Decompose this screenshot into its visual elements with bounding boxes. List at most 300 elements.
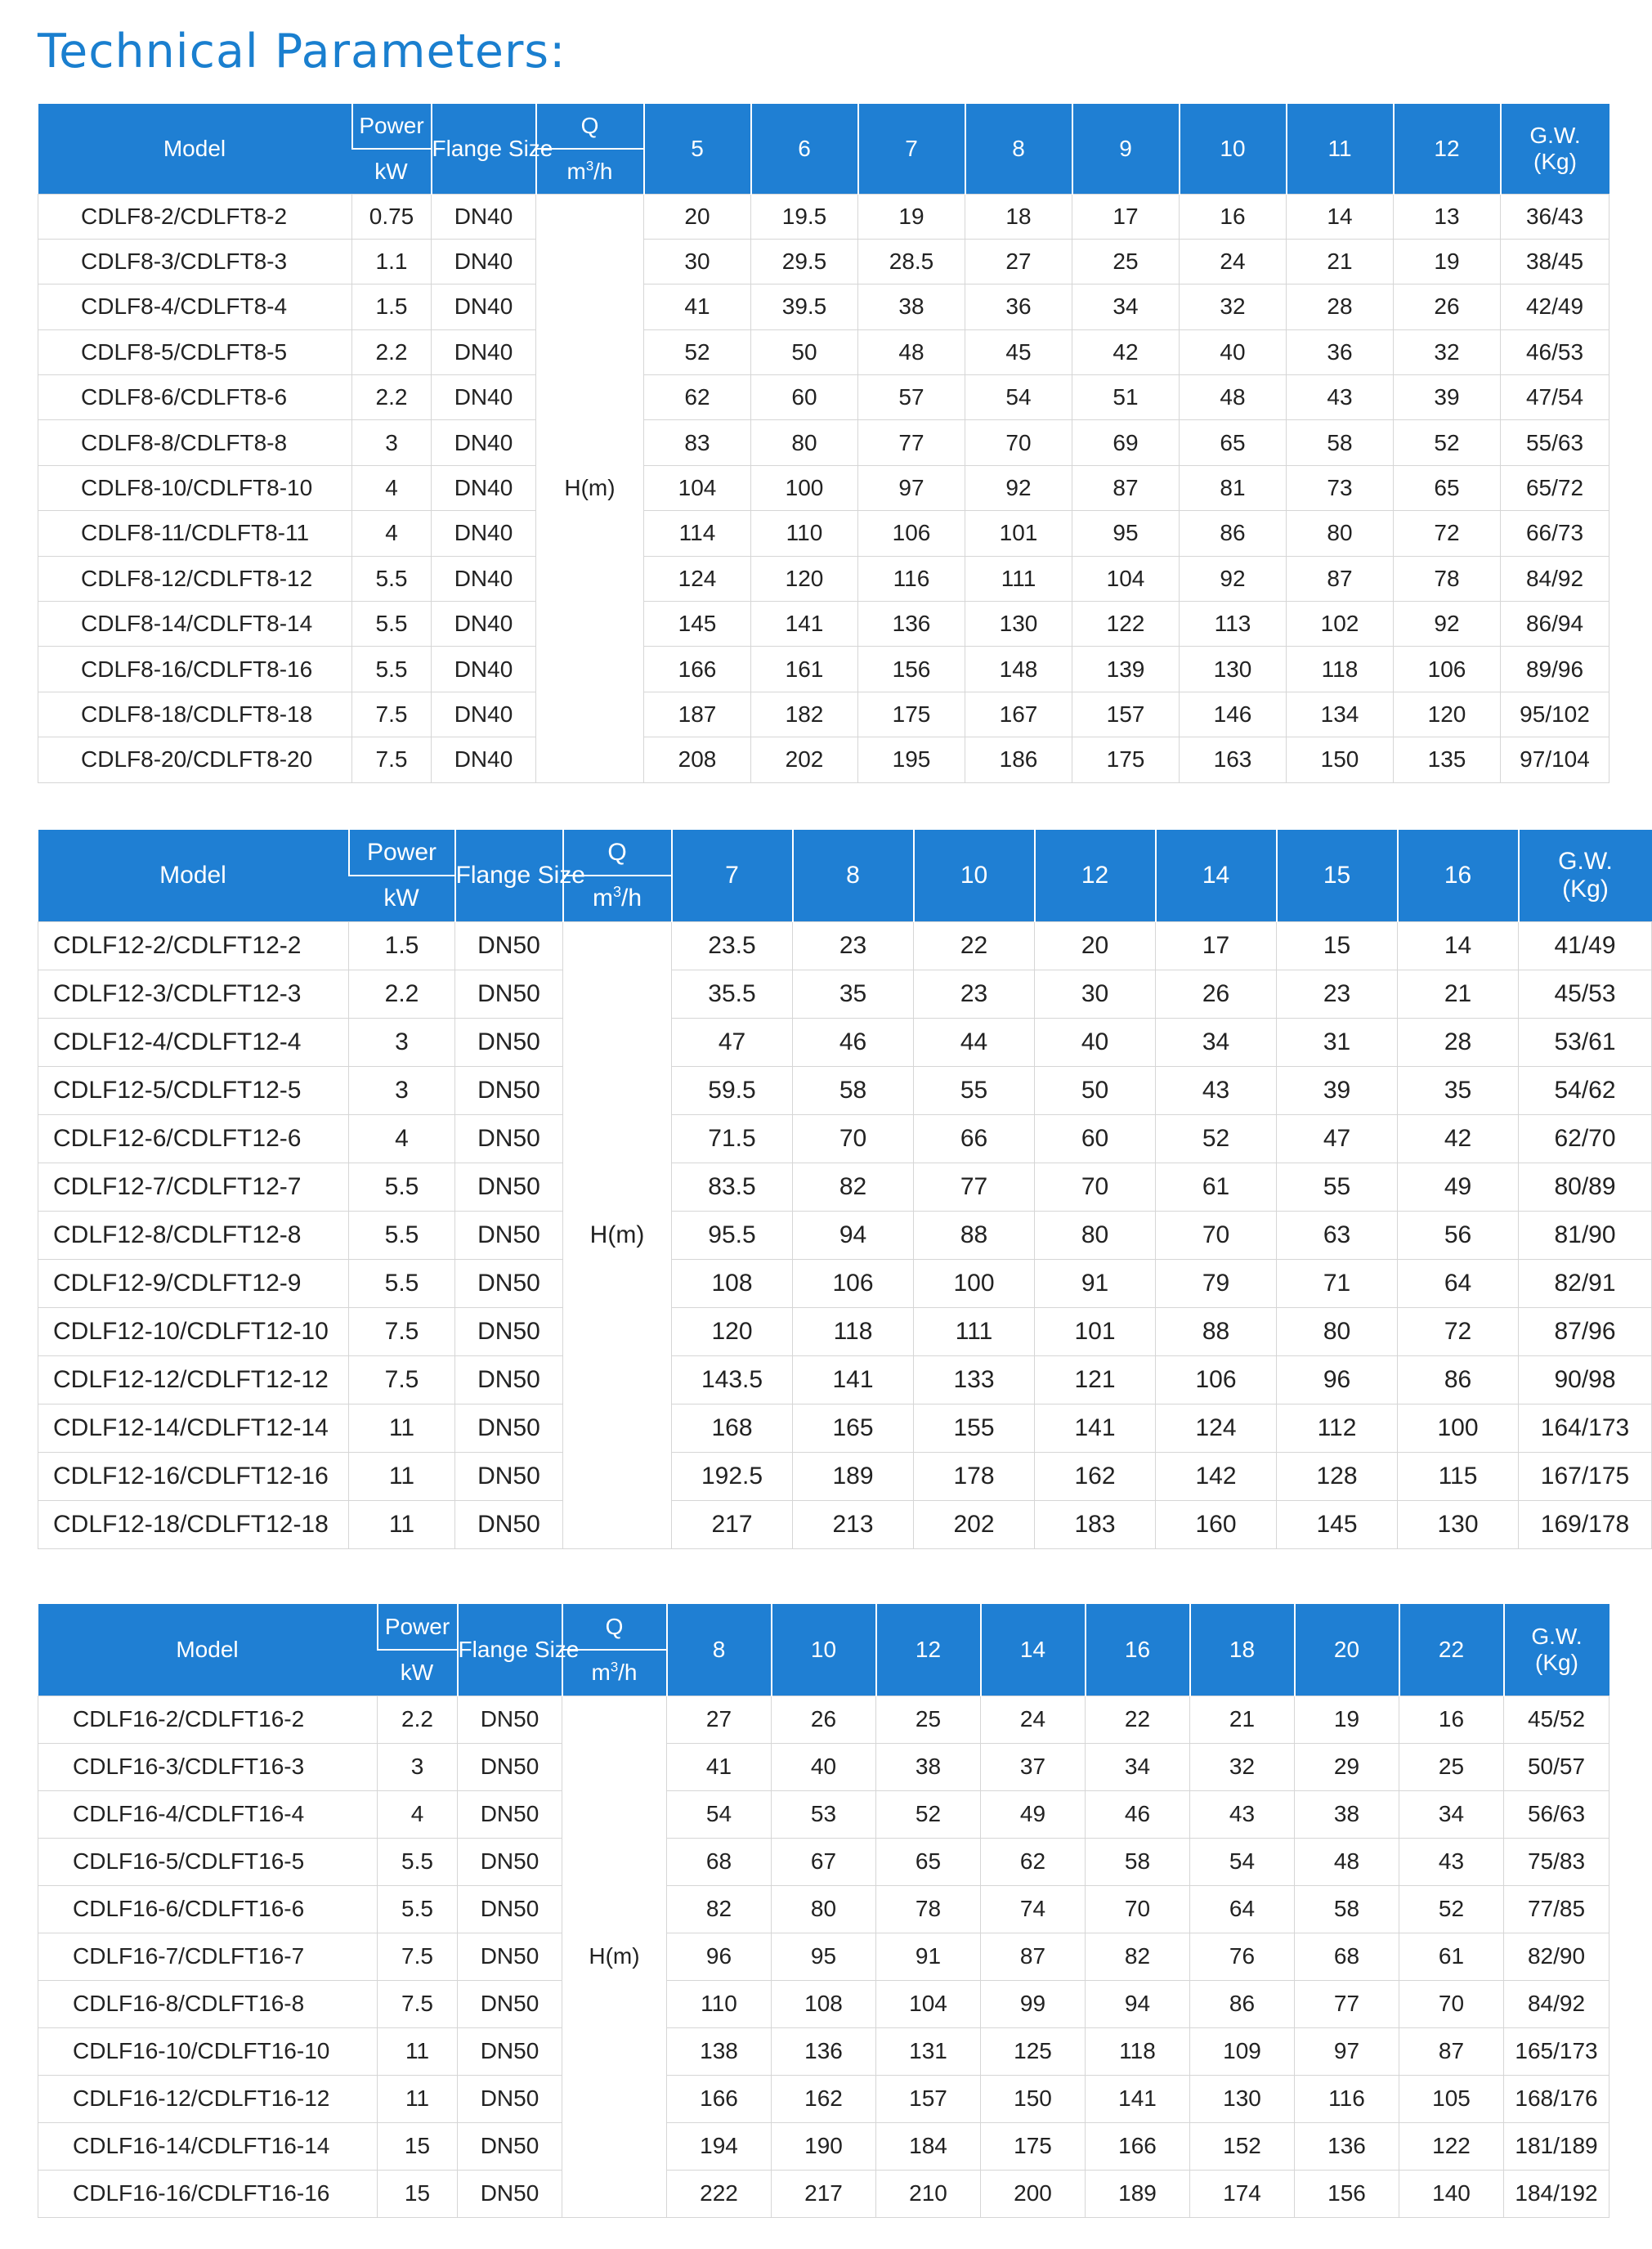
power-cell: 3	[349, 1018, 455, 1066]
head-cell: 148	[965, 647, 1072, 692]
gw-cell: 42/49	[1501, 284, 1609, 329]
head-cell: 25	[876, 1696, 981, 1743]
head-cell: 118	[1287, 647, 1394, 692]
head-cell: 135	[1394, 737, 1501, 782]
table-row	[38, 1452, 1652, 1500]
model-cell: CDLF12-5/CDLFT12-5	[38, 1066, 349, 1114]
head-cell: 86	[1190, 1980, 1295, 2027]
header-q-unit: $m^3/h$	[562, 1650, 667, 1696]
head-cell: 122	[1399, 2122, 1504, 2170]
flange-cell: DN50	[458, 2075, 562, 2122]
head-cell: 138	[667, 2027, 772, 2075]
gw-cell: 66/73	[1501, 511, 1609, 556]
header-flow: 7	[672, 830, 793, 921]
model-cell: CDLF16-8/CDLFT16-8	[38, 1980, 378, 2027]
table-row	[38, 2027, 1609, 2075]
flange-cell: DN40	[432, 647, 536, 692]
head-cell: 165	[793, 1404, 914, 1452]
head-cell: 49	[981, 1790, 1086, 1838]
head-cell: 13	[1394, 194, 1501, 239]
power-cell: 11	[378, 2075, 458, 2122]
power-cell: 5.5	[352, 647, 432, 692]
model-cell: CDLF12-18/CDLFT12-18	[38, 1500, 349, 1548]
head-cell: 48	[1180, 375, 1287, 420]
head-cell: 24	[981, 1696, 1086, 1743]
model-cell: CDLF8-2/CDLFT8-2	[38, 194, 352, 239]
gw-cell: 45/53	[1519, 970, 1652, 1018]
gw-cell: 165/173	[1504, 2027, 1609, 2075]
header-flow: 8	[965, 104, 1072, 194]
table-row	[38, 1933, 1609, 1980]
head-cell: 80	[1287, 511, 1394, 556]
model-cell: CDLF8-10/CDLFT8-10	[38, 465, 352, 510]
head-cell: 40	[772, 1743, 876, 1790]
model-cell: CDLF16-14/CDLFT16-14	[38, 2122, 378, 2170]
header-flow: 7	[858, 104, 965, 194]
model-cell: CDLF8-18/CDLFT8-18	[38, 692, 352, 737]
head-cell: 187	[644, 692, 751, 737]
head-cell: 120	[672, 1307, 793, 1355]
head-cell: 91	[1035, 1259, 1156, 1307]
flange-cell: DN50	[458, 1696, 562, 1743]
head-cell: 34	[1072, 284, 1180, 329]
flange-cell: DN40	[432, 375, 536, 420]
head-cell: 146	[1180, 692, 1287, 737]
head-cell: 38	[858, 284, 965, 329]
flange-cell: DN40	[432, 556, 536, 601]
head-cell: 96	[667, 1933, 772, 1980]
head-cell: 131	[876, 2027, 981, 2075]
head-cell: 82	[1086, 1933, 1190, 1980]
model-cell: CDLF8-4/CDLFT8-4	[38, 284, 352, 329]
flange-cell: DN50	[455, 1404, 563, 1452]
gw-cell: 47/54	[1501, 375, 1609, 420]
model-cell: CDLF16-3/CDLFT16-3	[38, 1743, 378, 1790]
head-cell: 184	[876, 2122, 981, 2170]
head-cell: 134	[1287, 692, 1394, 737]
model-cell: CDLF12-8/CDLFT12-8	[38, 1211, 349, 1259]
head-cell: 80	[751, 420, 858, 465]
table-row	[38, 465, 1609, 510]
head-cell: 40	[1035, 1018, 1156, 1066]
head-cell: 35.5	[672, 970, 793, 1018]
head-cell: 150	[1287, 737, 1394, 782]
gw-cell: 41/49	[1519, 921, 1652, 970]
header-flow: 10	[1180, 104, 1287, 194]
gw-cell: 75/83	[1504, 1838, 1609, 1885]
table-row	[38, 420, 1609, 465]
table-row	[38, 921, 1652, 970]
model-cell: CDLF8-12/CDLFT8-12	[38, 556, 352, 601]
head-cell: 130	[1180, 647, 1287, 692]
head-cell: 34	[1086, 1743, 1190, 1790]
head-cell: 19	[1295, 1696, 1399, 1743]
gw-cell: 36/43	[1501, 194, 1609, 239]
head-cell: 37	[981, 1743, 1086, 1790]
flange-cell: DN50	[455, 1066, 563, 1114]
model-cell: CDLF16-5/CDLFT16-5	[38, 1838, 378, 1885]
power-cell: 11	[378, 2027, 458, 2075]
head-cell: 161	[751, 647, 858, 692]
head-cell: 43	[1287, 375, 1394, 420]
table-row	[38, 1885, 1609, 1933]
head-cell: 210	[876, 2170, 981, 2217]
head-cell: 68	[1295, 1933, 1399, 1980]
head-cell: 100	[914, 1259, 1035, 1307]
model-cell: CDLF8-5/CDLFT8-5	[38, 329, 352, 374]
flange-cell: DN50	[455, 1452, 563, 1500]
spec-table-cdlf16	[38, 1604, 1609, 2218]
table-row	[38, 1404, 1652, 1452]
head-cell: 80	[1277, 1307, 1398, 1355]
head-cell: 141	[793, 1355, 914, 1404]
head-cell: 86	[1180, 511, 1287, 556]
power-cell: 5.5	[349, 1259, 455, 1307]
head-cell: 111	[965, 556, 1072, 601]
model-cell: CDLF16-2/CDLFT16-2	[38, 1696, 378, 1743]
head-cell: 88	[1156, 1307, 1277, 1355]
head-cell: 194	[667, 2122, 772, 2170]
head-label-cell: H(m)	[563, 921, 672, 1548]
head-cell: 35	[793, 970, 914, 1018]
model-cell: CDLF16-10/CDLFT16-10	[38, 2027, 378, 2075]
header-flow: 20	[1295, 1604, 1399, 1696]
head-cell: 102	[1287, 602, 1394, 647]
header-flow: 8	[793, 830, 914, 921]
head-cell: 20	[644, 194, 751, 239]
flange-cell: DN50	[455, 921, 563, 970]
head-cell: 52	[644, 329, 751, 374]
head-cell: 54	[1190, 1838, 1295, 1885]
head-cell: 87	[1072, 465, 1180, 510]
gw-cell: 87/96	[1519, 1307, 1652, 1355]
model-cell: CDLF8-20/CDLFT8-20	[38, 737, 352, 782]
head-cell: 115	[1398, 1452, 1519, 1500]
table-row	[38, 1838, 1609, 1885]
table-row	[38, 1696, 1609, 1743]
header-q: Q	[536, 104, 644, 149]
gw-cell: 53/61	[1519, 1018, 1652, 1066]
table-row	[38, 1790, 1609, 1838]
head-cell: 113	[1180, 602, 1287, 647]
head-cell: 125	[981, 2027, 1086, 2075]
head-cell: 27	[667, 1696, 772, 1743]
power-cell: 3	[349, 1066, 455, 1114]
model-cell: CDLF12-12/CDLFT12-12	[38, 1355, 349, 1404]
head-cell: 95.5	[672, 1211, 793, 1259]
head-cell: 28	[1287, 284, 1394, 329]
head-cell: 71.5	[672, 1114, 793, 1163]
flange-cell: DN50	[458, 2122, 562, 2170]
head-cell: 27	[965, 239, 1072, 284]
flange-cell: DN50	[455, 1355, 563, 1404]
head-cell: 77	[858, 420, 965, 465]
head-cell: 28	[1398, 1018, 1519, 1066]
head-cell: 70	[1399, 1980, 1504, 2027]
head-cell: 92	[1394, 602, 1501, 647]
head-cell: 20	[1035, 921, 1156, 970]
header-flange: Flange Size	[455, 830, 563, 921]
table-row	[38, 1355, 1652, 1404]
head-cell: 14	[1398, 921, 1519, 970]
head-cell: 63	[1277, 1211, 1398, 1259]
head-cell: 108	[772, 1980, 876, 2027]
head-cell: 21	[1287, 239, 1394, 284]
flange-cell: DN40	[432, 329, 536, 374]
head-cell: 145	[1277, 1500, 1398, 1548]
flange-cell: DN50	[455, 1163, 563, 1211]
head-cell: 106	[858, 511, 965, 556]
flange-cell: DN50	[458, 2170, 562, 2217]
power-cell: 7.5	[378, 1980, 458, 2027]
head-cell: 116	[1295, 2075, 1399, 2122]
head-cell: 52	[1399, 1885, 1504, 1933]
power-cell: 5.5	[352, 556, 432, 601]
head-cell: 156	[1295, 2170, 1399, 2217]
head-cell: 106	[1394, 647, 1501, 692]
head-cell: 168	[672, 1404, 793, 1452]
head-cell: 38	[876, 1743, 981, 1790]
head-cell: 66	[914, 1114, 1035, 1163]
head-cell: 106	[793, 1259, 914, 1307]
model-cell: CDLF16-16/CDLFT16-16	[38, 2170, 378, 2217]
gw-cell: 184/192	[1504, 2170, 1609, 2217]
model-cell: CDLF16-4/CDLFT16-4	[38, 1790, 378, 1838]
head-cell: 30	[644, 239, 751, 284]
head-cell: 190	[772, 2122, 876, 2170]
power-cell: 11	[349, 1452, 455, 1500]
head-cell: 15	[1277, 921, 1398, 970]
head-cell: 141	[751, 602, 858, 647]
head-cell: 49	[1398, 1163, 1519, 1211]
head-cell: 41	[644, 284, 751, 329]
head-cell: 120	[751, 556, 858, 601]
gw-cell: 82/91	[1519, 1259, 1652, 1307]
head-cell: 124	[1156, 1404, 1277, 1452]
head-cell: 104	[644, 465, 751, 510]
model-cell: CDLF12-14/CDLFT12-14	[38, 1404, 349, 1452]
head-cell: 34	[1399, 1790, 1504, 1838]
flange-cell: DN50	[455, 1259, 563, 1307]
model-cell: CDLF16-12/CDLFT16-12	[38, 2075, 378, 2122]
head-cell: 139	[1072, 647, 1180, 692]
power-cell: 7.5	[352, 737, 432, 782]
model-cell: CDLF8-8/CDLFT8-8	[38, 420, 352, 465]
table-row	[38, 647, 1609, 692]
head-cell: 16	[1399, 1696, 1504, 1743]
head-cell: 118	[793, 1307, 914, 1355]
gw-cell: 45/52	[1504, 1696, 1609, 1743]
head-cell: 29	[1295, 1743, 1399, 1790]
head-cell: 43	[1399, 1838, 1504, 1885]
head-cell: 17	[1072, 194, 1180, 239]
head-cell: 78	[1394, 556, 1501, 601]
head-cell: 68	[667, 1838, 772, 1885]
head-cell: 189	[793, 1452, 914, 1500]
head-cell: 23	[793, 921, 914, 970]
head-cell: 55	[1277, 1163, 1398, 1211]
header-power: Power	[378, 1604, 458, 1650]
head-cell: 22	[1086, 1696, 1190, 1743]
gw-cell: 167/175	[1519, 1452, 1652, 1500]
head-cell: 166	[1086, 2122, 1190, 2170]
head-cell: 106	[1156, 1355, 1277, 1404]
head-cell: 118	[1086, 2027, 1190, 2075]
flange-cell: DN50	[455, 1307, 563, 1355]
head-cell: 36	[1287, 329, 1394, 374]
table-row	[38, 737, 1609, 782]
head-cell: 59.5	[672, 1066, 793, 1114]
head-cell: 99	[981, 1980, 1086, 2027]
header-flow: 12	[876, 1604, 981, 1696]
head-cell: 17	[1156, 921, 1277, 970]
head-cell: 39	[1394, 375, 1501, 420]
head-cell: 23	[914, 970, 1035, 1018]
head-cell: 69	[1072, 420, 1180, 465]
head-cell: 157	[1072, 692, 1180, 737]
head-cell: 76	[1190, 1933, 1295, 1980]
header-q: Q	[563, 830, 672, 876]
head-cell: 97	[858, 465, 965, 510]
head-cell: 133	[914, 1355, 1035, 1404]
header-power-unit: kW	[378, 1650, 458, 1696]
head-cell: 130	[1190, 2075, 1295, 2122]
head-label-cell: H(m)	[562, 1696, 667, 2217]
head-cell: 95	[1072, 511, 1180, 556]
gw-cell: 50/57	[1504, 1743, 1609, 1790]
table-row	[38, 2170, 1609, 2217]
header-model: Model	[38, 1604, 378, 1696]
head-cell: 202	[751, 737, 858, 782]
head-cell: 156	[858, 647, 965, 692]
head-cell: 109	[1190, 2027, 1295, 2075]
power-cell: 3	[378, 1743, 458, 1790]
table-row	[38, 1743, 1609, 1790]
head-cell: 77	[914, 1163, 1035, 1211]
table-row	[38, 602, 1609, 647]
head-cell: 26	[1156, 970, 1277, 1018]
head-cell: 83.5	[672, 1163, 793, 1211]
head-cell: 122	[1072, 602, 1180, 647]
header-power-unit: kW	[349, 876, 455, 921]
header-model: Model	[38, 830, 349, 921]
head-cell: 32	[1190, 1743, 1295, 1790]
power-cell: 4	[378, 1790, 458, 1838]
head-cell: 79	[1156, 1259, 1277, 1307]
head-cell: 50	[1035, 1066, 1156, 1114]
head-cell: 26	[772, 1696, 876, 1743]
head-cell: 130	[965, 602, 1072, 647]
gw-cell: 81/90	[1519, 1211, 1652, 1259]
power-cell: 4	[352, 465, 432, 510]
head-cell: 175	[1072, 737, 1180, 782]
head-cell: 22	[914, 921, 1035, 970]
head-cell: 145	[644, 602, 751, 647]
head-cell: 62	[644, 375, 751, 420]
head-cell: 82	[667, 1885, 772, 1933]
head-cell: 25	[1399, 1743, 1504, 1790]
gw-cell: 62/70	[1519, 1114, 1652, 1163]
flange-cell: DN50	[458, 1790, 562, 1838]
spec-table-cdlf12	[38, 830, 1652, 1549]
head-cell: 18	[965, 194, 1072, 239]
power-cell: 5.5	[378, 1838, 458, 1885]
head-cell: 54	[667, 1790, 772, 1838]
power-cell: 2.2	[352, 375, 432, 420]
gw-cell: 54/62	[1519, 1066, 1652, 1114]
flange-cell: DN50	[455, 1114, 563, 1163]
table-row	[38, 1307, 1652, 1355]
head-cell: 87	[1399, 2027, 1504, 2075]
gw-cell: 38/45	[1501, 239, 1609, 284]
head-cell: 157	[876, 2075, 981, 2122]
head-cell: 116	[858, 556, 965, 601]
gw-cell: 84/92	[1504, 1980, 1609, 2027]
flange-cell: DN40	[432, 284, 536, 329]
page-title: Technical Parameters:	[38, 25, 566, 78]
head-cell: 182	[751, 692, 858, 737]
flange-cell: DN50	[455, 970, 563, 1018]
model-cell: CDLF8-6/CDLFT8-6	[38, 375, 352, 420]
head-cell: 50	[751, 329, 858, 374]
table-row	[38, 1980, 1609, 2027]
head-cell: 30	[1035, 970, 1156, 1018]
head-cell: 71	[1277, 1259, 1398, 1307]
head-cell: 54	[965, 375, 1072, 420]
table-body	[38, 1696, 1609, 2217]
model-cell: CDLF8-14/CDLFT8-14	[38, 602, 352, 647]
power-cell: 4	[349, 1114, 455, 1163]
head-cell: 58	[793, 1066, 914, 1114]
head-cell: 108	[672, 1259, 793, 1307]
head-cell: 65	[1180, 420, 1287, 465]
head-cell: 36	[965, 284, 1072, 329]
gw-cell: 181/189	[1504, 2122, 1609, 2170]
flange-cell: DN40	[432, 194, 536, 239]
head-cell: 23.5	[672, 921, 793, 970]
head-cell: 143.5	[672, 1355, 793, 1404]
head-cell: 81	[1180, 465, 1287, 510]
head-cell: 96	[1277, 1355, 1398, 1404]
header-gw: G.W. (Kg)	[1504, 1604, 1609, 1696]
flange-cell: DN50	[458, 1980, 562, 2027]
head-cell: 136	[772, 2027, 876, 2075]
head-cell: 74	[981, 1885, 1086, 1933]
head-cell: 58	[1287, 420, 1394, 465]
power-cell: 2.2	[349, 970, 455, 1018]
header-power: Power	[349, 830, 455, 876]
head-cell: 217	[672, 1500, 793, 1548]
head-cell: 120	[1394, 692, 1501, 737]
head-cell: 101	[1035, 1307, 1156, 1355]
head-cell: 136	[858, 602, 965, 647]
table-row	[38, 1114, 1652, 1163]
head-cell: 58	[1086, 1838, 1190, 1885]
table-row	[38, 2122, 1609, 2170]
head-cell: 100	[751, 465, 858, 510]
table-row	[38, 970, 1652, 1018]
power-cell: 2.2	[352, 329, 432, 374]
header-q: Q	[562, 1604, 667, 1650]
power-cell: 15	[378, 2122, 458, 2170]
head-cell: 83	[644, 420, 751, 465]
head-cell: 31	[1277, 1018, 1398, 1066]
power-cell: 11	[349, 1404, 455, 1452]
table-row	[38, 375, 1609, 420]
power-cell: 0.75	[352, 194, 432, 239]
header-flow: 8	[667, 1604, 772, 1696]
power-cell: 15	[378, 2170, 458, 2217]
